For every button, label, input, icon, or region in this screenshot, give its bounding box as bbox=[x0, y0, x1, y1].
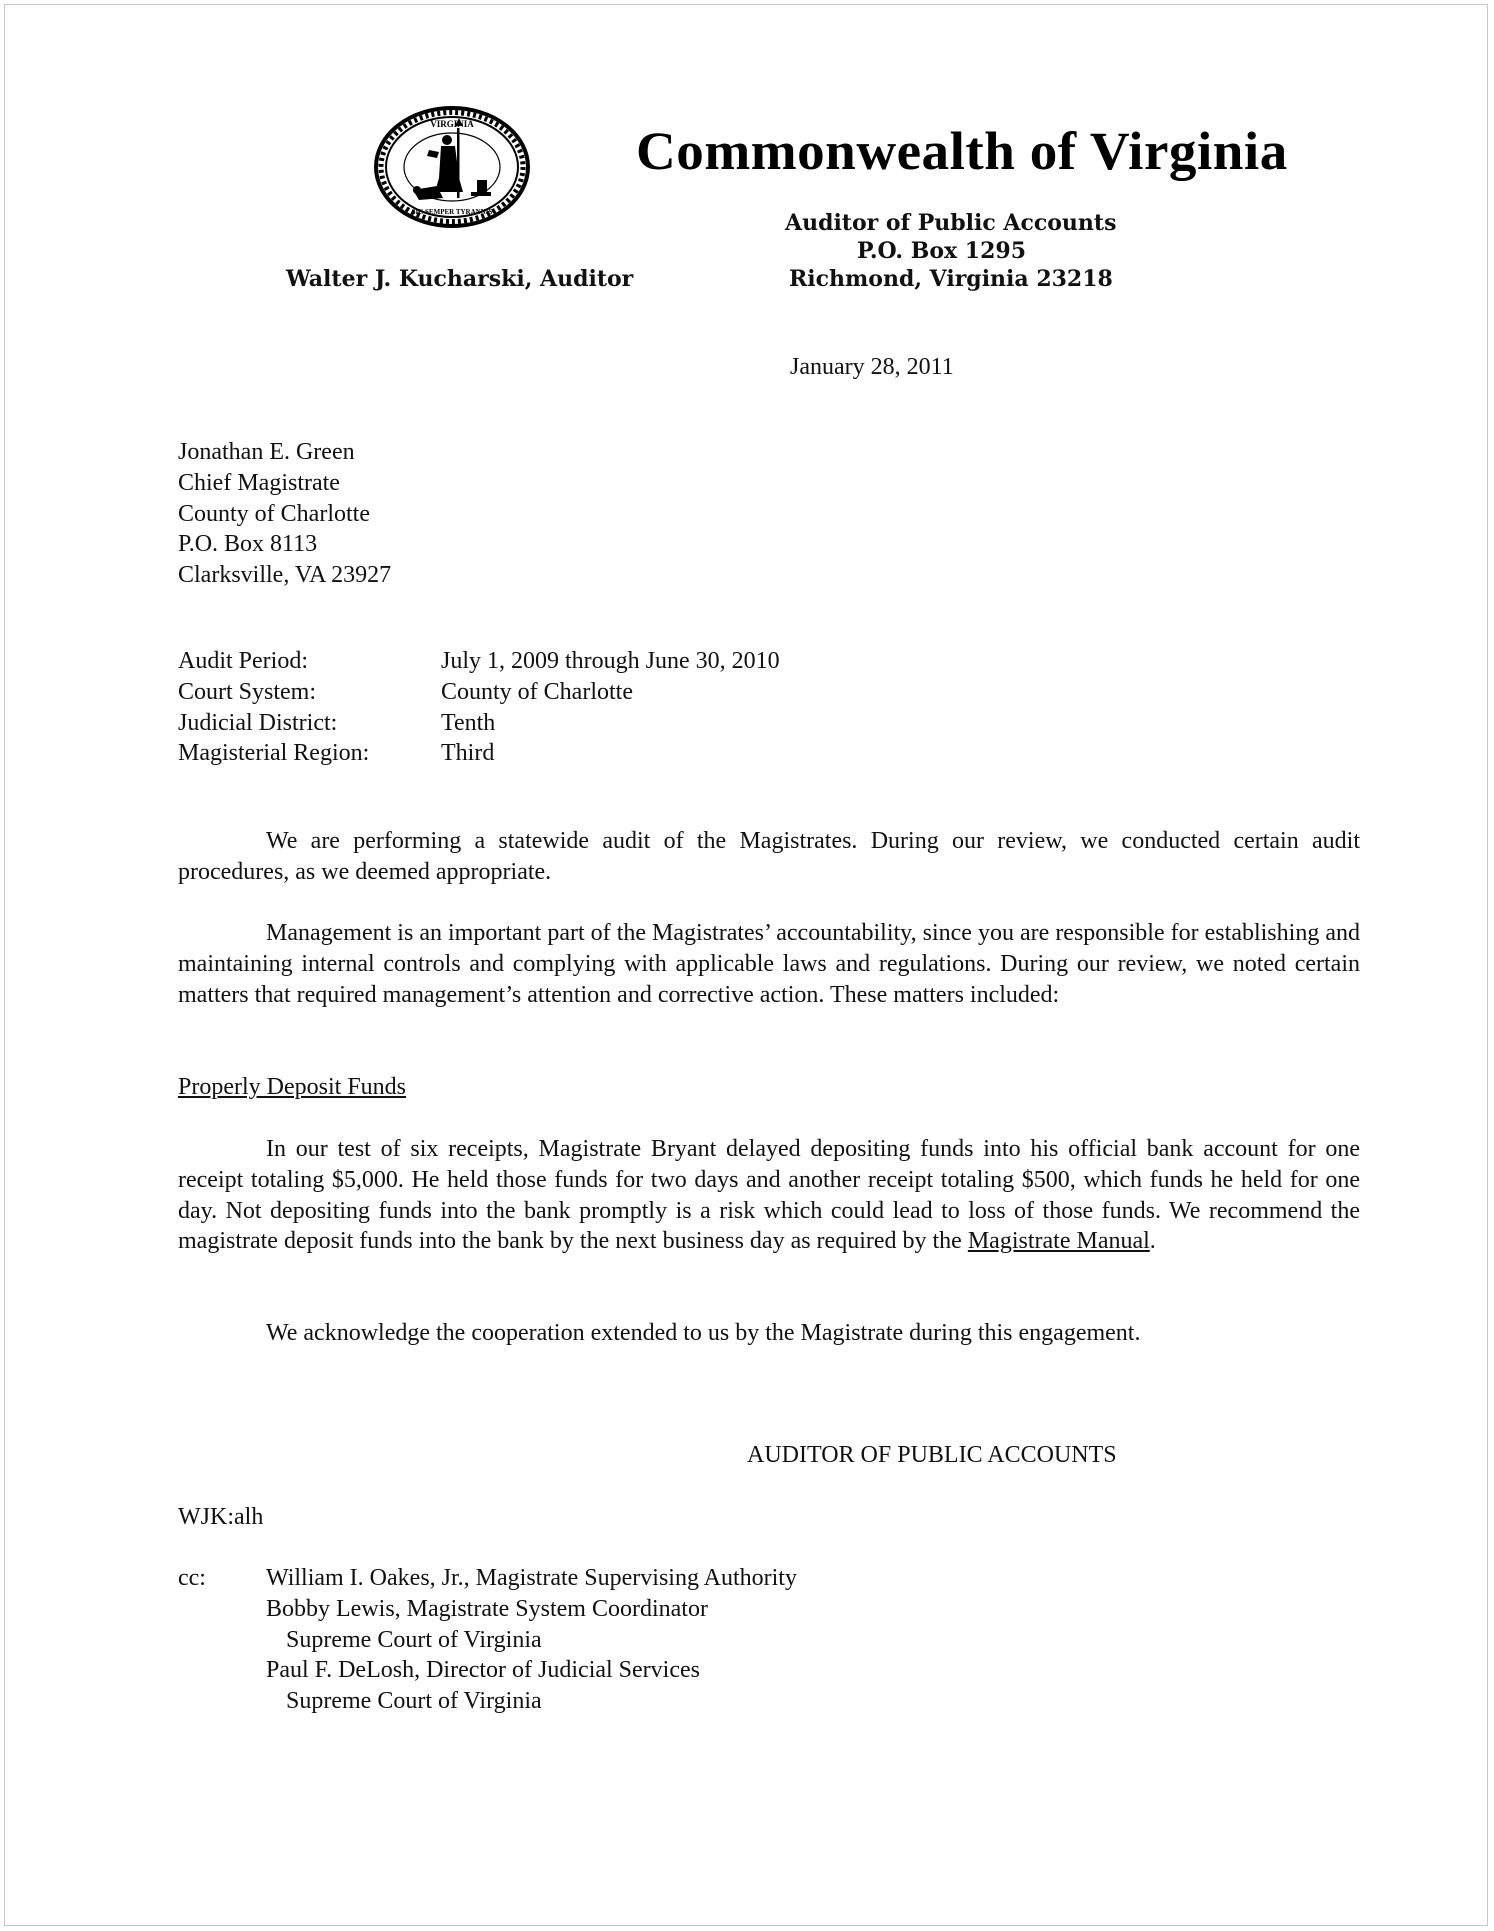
paragraph-3-end: . bbox=[1149, 1228, 1156, 1255]
detail-value: Third bbox=[441, 740, 495, 767]
detail-row bbox=[178, 738, 780, 769]
paragraph-3-text: In our test of six receipts, Magistrate Bryant delayed depositing funds into his official bank account for one receipt totaling $5,000. He held those funds for two days and another receipt totaling $500, which funds he held for one day. Not depositing funds into the bank promptly is a risk which could lead to loss of those funds. We recommend the magistrate deposit funds into the bank by the next business day as required by the bbox=[178, 1136, 1360, 1255]
paragraph-2-text: Management is an important part of the Magistrates’ accountability, since you are responsible for establishing and maintaining internal controls and complying with applicable laws and regulations. During our review, we noted certain matters that required management’s attention and corrective action. These matters included: bbox=[178, 920, 1360, 1008]
office-line-1: Auditor of Public Accounts bbox=[785, 210, 1117, 236]
cc-line: Supreme Court of Virginia bbox=[286, 1626, 542, 1653]
virginia-seal-logo bbox=[373, 106, 531, 228]
paragraph-1 bbox=[178, 826, 1360, 888]
seal-text-top: VIRGINIA bbox=[430, 119, 474, 129]
detail-value: July 1, 2009 through June 30, 2010 bbox=[441, 648, 780, 674]
seal-text-bottom: SIC SEMPER TYRANNIS bbox=[411, 208, 493, 216]
paragraph-2 bbox=[178, 918, 1360, 1010]
initials: WJK:alh bbox=[178, 1504, 264, 1530]
paragraph-1-text: We are performing a statewide audit of the Magistrates. During our review, we conducted certain audit procedures, as we deemed appropriate. bbox=[178, 828, 1360, 885]
cc-line: Supreme Court of Virginia bbox=[286, 1688, 542, 1715]
detail-row bbox=[178, 708, 780, 739]
recipient-title: Chief Magistrate bbox=[178, 469, 340, 496]
paragraph-4-text: We acknowledge the cooperation extended to us by the Magistrate during this engagement. bbox=[266, 1320, 1141, 1346]
detail-label: Court System: bbox=[178, 678, 317, 705]
audit-details bbox=[178, 646, 780, 769]
paragraph-4 bbox=[178, 1318, 1360, 1349]
signature-block: AUDITOR OF PUBLIC ACCOUNTS bbox=[747, 1442, 1117, 1468]
recipient-name: Jonathan E. Green bbox=[178, 439, 355, 465]
detail-row bbox=[178, 646, 780, 677]
cc-line: William I. Oakes, Jr., Magistrate Supervising Authority bbox=[266, 1565, 797, 1591]
cc-list bbox=[266, 1563, 797, 1717]
detail-label: Magisterial Region: bbox=[178, 740, 370, 767]
cc-line: Bobby Lewis, Magistrate System Coordinator bbox=[266, 1595, 708, 1622]
detail-row bbox=[178, 677, 780, 708]
recipient-city: Clarksville, VA 23927 bbox=[178, 562, 392, 589]
cc-line: Paul F. DeLosh, Director of Judicial Services bbox=[266, 1657, 700, 1684]
letter-date: January 28, 2011 bbox=[790, 354, 954, 380]
magistrate-manual-reference: Magistrate Manual bbox=[967, 1228, 1150, 1255]
letterhead-title: Commonwealth of Virginia bbox=[636, 121, 1288, 181]
auditor-name: Walter J. Kucharski, Auditor bbox=[286, 266, 634, 292]
cc-label: cc: bbox=[178, 1565, 206, 1591]
recipient-address bbox=[178, 437, 391, 591]
paragraph-3 bbox=[178, 1134, 1360, 1257]
section-heading: Properly Deposit Funds bbox=[178, 1074, 406, 1100]
office-line-2: P.O. Box 1295 bbox=[857, 238, 1027, 264]
detail-label: Judicial District: bbox=[178, 709, 338, 736]
recipient-po-box: P.O. Box 8113 bbox=[178, 531, 318, 558]
recipient-county: County of Charlotte bbox=[178, 500, 370, 527]
detail-value: Tenth bbox=[441, 709, 496, 736]
detail-label: Audit Period: bbox=[178, 648, 308, 674]
detail-value: County of Charlotte bbox=[441, 678, 633, 705]
office-line-3: Richmond, Virginia 23218 bbox=[789, 266, 1113, 292]
